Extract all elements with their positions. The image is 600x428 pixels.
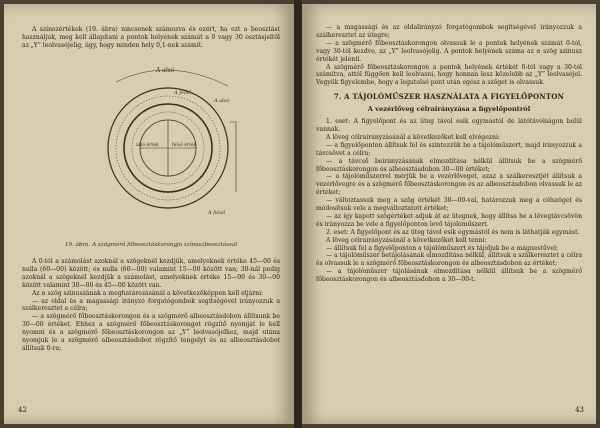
paragraph: — az oldal és a magassági irányzó forgatógombok segítségével irányozzuk a szálkeresztet a célra;	[22, 297, 280, 313]
paragraph: A színezértékek (19. ábra) nincsenek számozva és ezért, ha ezt a beosztást használjuk, meg kell állapítani a pontok helyének számát a 0 vagy 30 osztásjeltől az „Y” leolvasójelig, úgy, hogy minden hely 0,1-nek számít.	[22, 26, 280, 49]
book-gutter	[294, 0, 302, 428]
paragraph: — a magassági és az oldalirányzó forgatógombok segítségével irányozzuk a szálkeresztet az útegre;	[316, 24, 582, 39]
paragraph: — állítsuk fel a figyelőponton a tájolóműszert és tájoljuk be a mágnestűvel;	[326, 244, 558, 252]
paragraph: — a tájolóműszer betájolásának elmozdítása nélkül, állítsuk a szálkeresztet a célra és olvassuk le a szögmérő főbeosztáskorongon és albeosztásdobon az értéket;	[316, 252, 582, 268]
paragraph: — a tájolóműszer tájolásának elmozdítása nélkül állítsuk be a szögmérő főbeosztáskorongon és albeosztásdobon a 30—00-t.	[316, 268, 582, 284]
paragraph: — a szögmérő főbeosztáskorongon és a szögmérő albeosztásdobon állítsunk be 30—00 értéket. Ehhez a szögmérő főbeosztáskorongot rögzítő nyomját le kell nyomni és a szögmérő főbeosztáskorongon az „Y” leolvasójelhez, majd utána nyomjuk le a szögmérő albeosztásdobot rögzítő tengelyt és az albeosztásdobot állítsuk 0-ra;	[22, 313, 280, 352]
paragraph: A löveg célrairányzásánál a következőket kell elvégezni:	[326, 133, 500, 141]
paragraph: — a távcső beirányzásának elmozdítása nélkül állítsuk be a szögmérő főbeosztáskorongon és albeosztásdobon 30—00 értéket;	[316, 157, 582, 173]
section-title: 7. A TÁJOLÓMŰSZER HASZNÁLATA A FIGYELŐPONTON	[333, 92, 565, 102]
page-number-right: 43	[575, 406, 584, 414]
figure-caption: 19. ábra. A szögmérő főbeosztáskorongja színuszbeosztással	[64, 242, 238, 248]
paragraph: A 0-tól a számolást azoknál a szögeknél kezdjük, amelyeknek értéke 45—00 és nulla (60—00) között; és nulla (60—00) valamint 15—00 között van; 30-nál pedig azoknál a szögeknél kezdjük a számolást, amelyeknek értéke 15—00 és 30—00 között valamint 30—00 és 45—00 között van.	[22, 258, 280, 289]
dial-side-label-b: A felső	[208, 210, 226, 216]
right-page	[302, 4, 596, 424]
left-page	[4, 4, 294, 424]
right-body-text	[316, 24, 582, 284]
dial-outer-label-a: A alsó	[156, 67, 175, 74]
paragraph: — változtassuk meg a szög értékét 30—00-val, határozzuk meg a célszöget és módosítsuk vele a megváltoztatott értéket;	[316, 197, 582, 213]
paragraph: 1. eset: A figyelőpont és az üteg távol esik egymástól de látótávolságon belül vannak.	[316, 118, 582, 133]
subsection-title: A vezérlőveg célrairányzása a figyelőpontról	[367, 105, 531, 114]
paragraph: A löveg célrairányzásánál a következőket kell tenni:	[326, 236, 487, 244]
paragraph: — az így kapott szögértéket adjuk át az ütegnek, hogy állítsa be a lövegtávcsövön és irányozza be vele a figyelőponton levő tájolóműszert.	[316, 212, 582, 228]
paragraph: 2. eset: A figyelőpont és az üteg távol esik egymástól és nem is láthatják egymást.	[326, 228, 580, 236]
paragraph: — a figyelőponton állítsuk fel és szintezzük be a tájolóműszert, majd irányozzuk a távcsövet a célra;	[316, 141, 582, 157]
paragraph: — a szögmérő főbeosztáskorongon olvassuk le a pontok helyének számát 0-tól, vagy 30-tól kezdve, az „Y” leolvasójelig. A pontok helyének száma az α szög szinusz értékét jelenti.	[316, 39, 582, 63]
paragraph: Az α szög szinuszának a meghatározásánál a következőképpen kell eljárni:	[32, 289, 264, 297]
page-number-left: 42	[18, 406, 27, 414]
protractor-dial-figure	[96, 62, 246, 222]
paragraph: A szögmérő főbeosztáskorongon a pontok helyének értékét 0-tól vagy a 30-tól számítva, attól függően kell leolvasni, hogy honnan lesz közelebb az „Y” leolvasójel. Vegyük figyelembe, hogy a legutolsó pont után egész a szöget is olvassuk.	[316, 63, 582, 87]
left-intro-text	[22, 26, 280, 50]
left-body-text	[22, 258, 280, 353]
dial-side-label-a: A alsó	[214, 98, 230, 104]
dial-inner-label-a: alsó érték	[136, 143, 159, 148]
dial-inner-label-b: felső érték	[172, 143, 197, 148]
dial-outer-label-b: A felső	[174, 90, 192, 96]
paragraph: — a tájolóműszerrel mérjük be a vezérlőveget, azaz a szálkeresztjét állítsuk a vezérlővegre és a szögmérő főbeosztáskorongon és az albeosztásdobon olvassuk le az értéket;	[316, 173, 582, 197]
